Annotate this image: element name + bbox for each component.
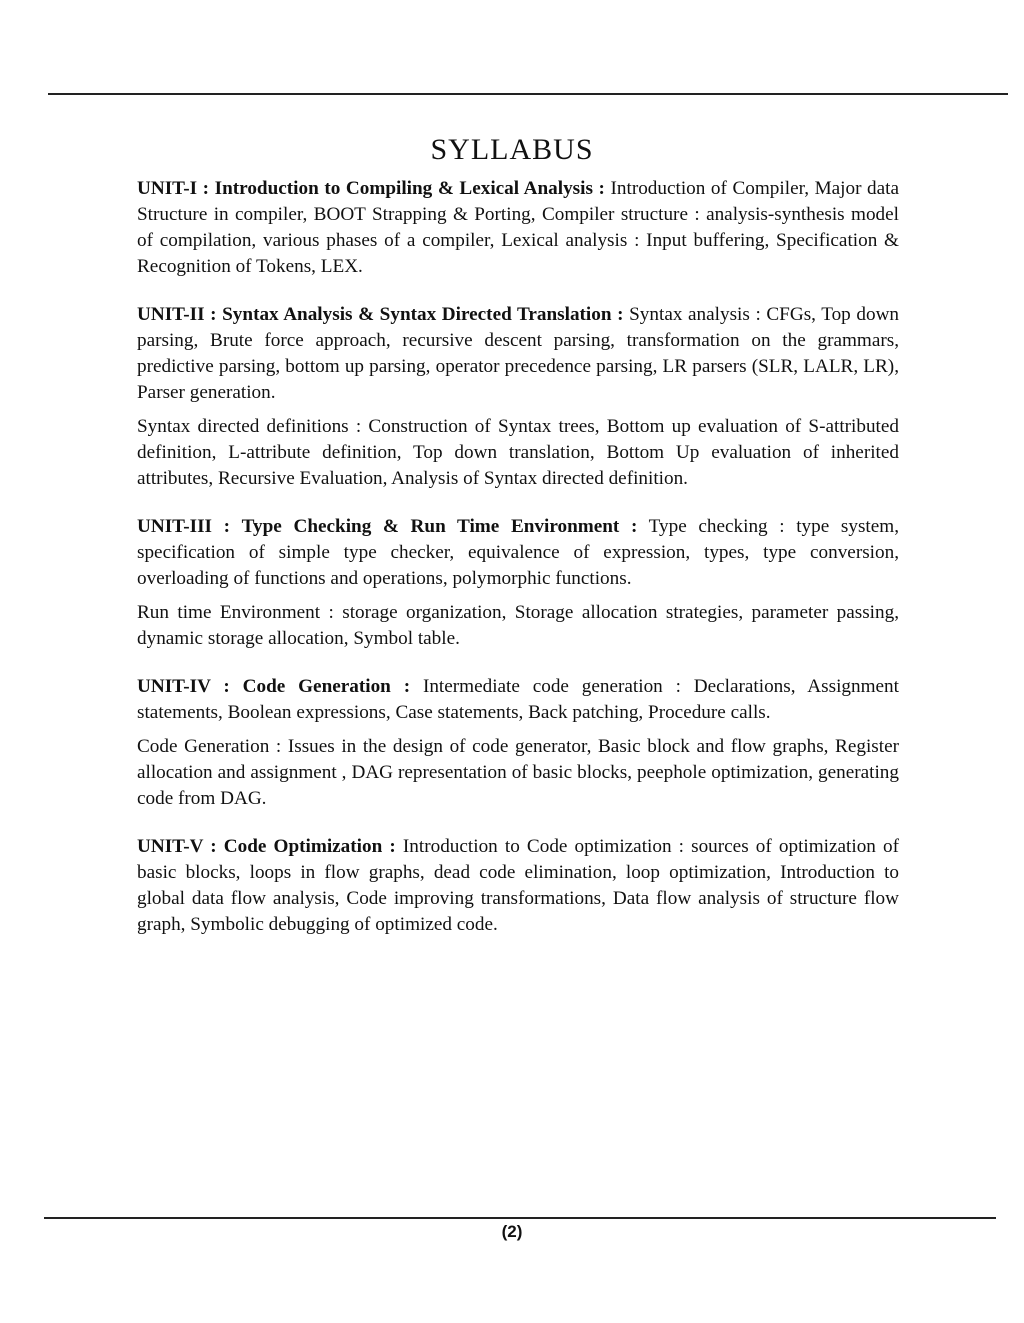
unit-3 xyxy=(137,514,899,652)
page-title: SYLLABUS xyxy=(430,133,594,167)
unit-2 xyxy=(137,302,899,492)
bottom-rule xyxy=(44,1217,996,1219)
unit-5-heading: Code Optimization : xyxy=(223,836,396,857)
unit-3-paragraph-1 xyxy=(137,514,899,592)
unit-5-text: Introduction to Code optimization : sources of optimization of basic blocks, loops in flow graphs, dead code elimination, loop optimization, Introduction to global data flow analysis, Code improving transformations, Data flow analysis of structure flow graph, Symbolic debugging of optimized code. xyxy=(137,836,899,935)
unit-4 xyxy=(137,674,899,812)
unit-2-heading: Syntax Analysis & Syntax Directed Translation : xyxy=(222,304,624,325)
unit-3-text-1: Type checking : type system, specification of simple type checker, equivalence of expression, types, type conversion, overloading of functions and operations, polymorphic functions. xyxy=(137,516,899,589)
unit-1-heading: Introduction to Compiling & Lexical Analysis : xyxy=(214,178,605,199)
top-rule xyxy=(48,93,1008,95)
unit-2-paragraph-1 xyxy=(137,302,899,406)
unit-1-paragraph-1 xyxy=(137,176,899,280)
syllabus-content xyxy=(137,176,899,938)
unit-1-text: Introduction of Compiler, Major data Structure in compiler, BOOT Strapping & Porting, Compiler structure : analysis-synthesis model of compilation, various phases of a compiler, Lexical analysis : Input buffering, Specification & Recognition of Tokens, LEX. xyxy=(137,178,900,277)
unit-5 xyxy=(137,834,899,938)
unit-5-label: UNIT-V : xyxy=(137,836,217,857)
unit-3-paragraph-2: Run time Environment : storage organization, Storage allocation strategies, parameter passing, dynamic storage allocation, Symbol table. xyxy=(137,602,899,649)
unit-1 xyxy=(137,176,899,280)
unit-4-text-1: Intermediate code generation : Declarations, Assignment statements, Boolean expressions, Case statements, Back patching, Procedure calls. xyxy=(137,676,899,723)
unit-2-label: UNIT-II : xyxy=(137,304,217,325)
unit-4-paragraph-1 xyxy=(137,674,899,726)
unit-1-label: UNIT-I : xyxy=(137,178,210,199)
unit-3-heading: Type Checking & Run Time Environment : xyxy=(241,516,638,537)
unit-4-heading: Code Generation : xyxy=(242,676,411,697)
unit-5-paragraph-1 xyxy=(137,834,899,938)
unit-4-label: UNIT-IV : xyxy=(137,676,230,697)
unit-4-paragraph-2: Code Generation : Issues in the design of code generator, Basic block and flow graphs, Register allocation and assignment , DAG representation of basic blocks, peephole optimization, generating code from DAG. xyxy=(137,736,899,809)
page-number: (2) xyxy=(501,1222,523,1241)
unit-3-label: UNIT-III : xyxy=(137,516,231,537)
unit-2-paragraph-2: Syntax directed definitions : Construction of Syntax trees, Bottom up evaluation of S-attributed definition, L-attribute definition, Top down translation, Bottom Up evaluation of inherited attributes, Recursive Evaluation, Analysis of Syntax directed definition. xyxy=(137,416,899,489)
unit-2-text-1: Syntax analysis : CFGs, Top down parsing, Brute force approach, recursive descent parsing, transformation on the grammars, predictive parsing, bottom up parsing, operator precedence parsing, LR parsers (SLR, LALR, LR), Parser generation. xyxy=(137,304,900,403)
